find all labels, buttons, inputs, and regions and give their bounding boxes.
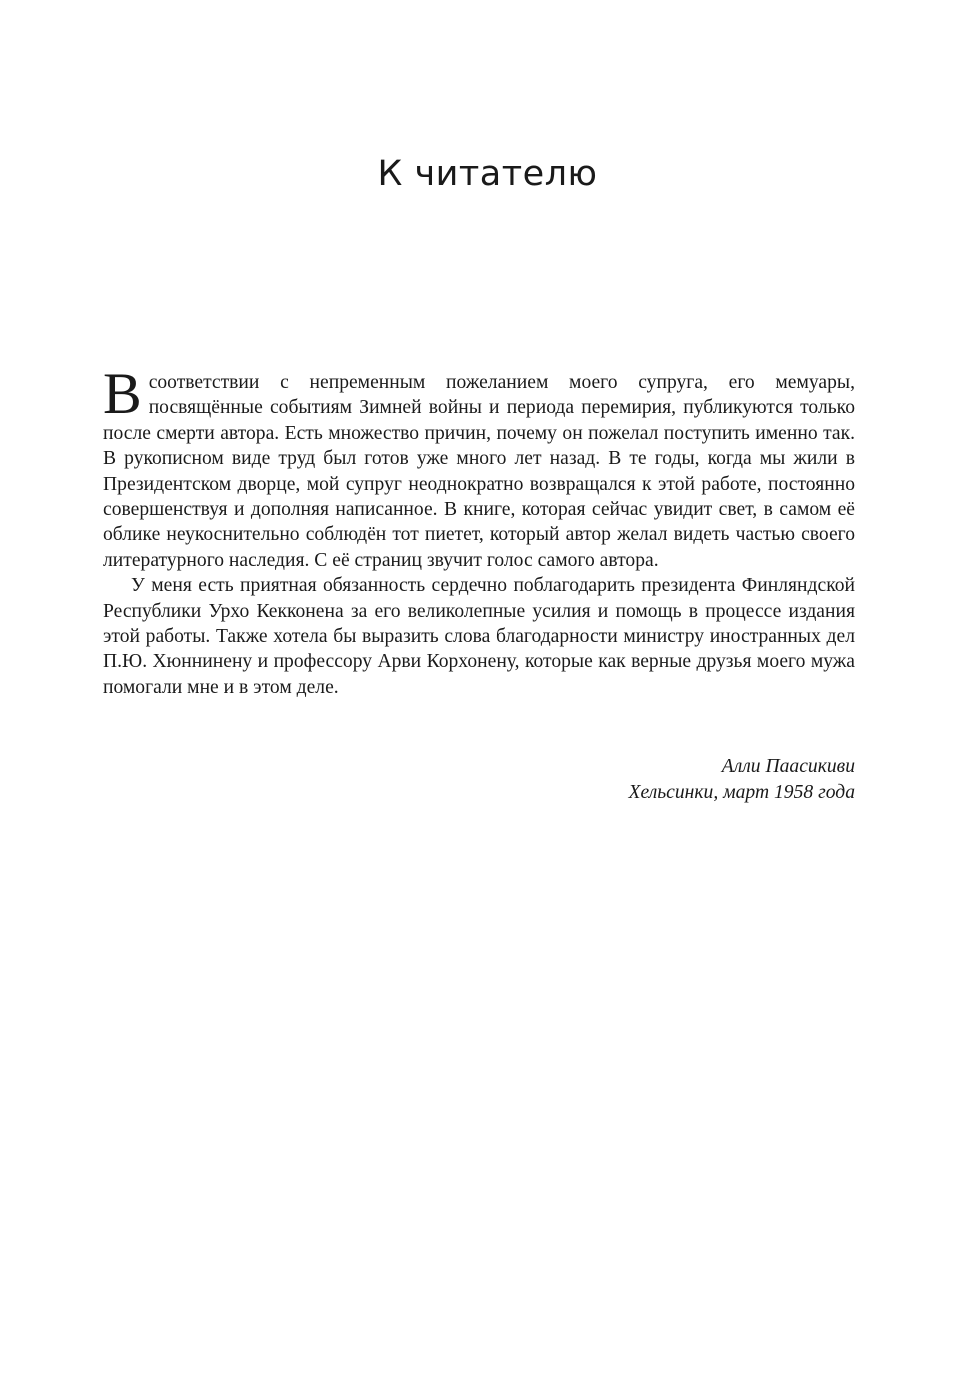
body-text [103,361,855,700]
signature-place-date: Хельсинки, март 1958 года [628,782,855,803]
paragraph-1-text: соответствии с непременным пожеланием моего супруга, его мемуары, посвящённые событиям Зимней войны и периода перемирия, публикуются только после смерти автора. Есть множество причин, почему он пожелал поступить именно так. В рукописном виде труд был готов уже много лет назад. В те годы, когда мы жили в Президентском дворце, мой супруг неоднократно возвращался к этой работе, постоянно совершенствуя и дополняя написанное. В книге, которая сейчас увидит свет, в самом её облике неукоснительно соблюдён тот пиетет, который автор желал видеть частью своего литературного наследия. С её страниц звучит голос самого автора. [103,372,855,571]
signature-author: Алли Паасикиви [721,756,855,777]
drop-cap: В [103,361,142,426]
page-title: К читателю [377,154,598,194]
paragraph-2: У меня есть приятная обязанность сердечно поблагодарить президента Финляндской Республики Урхо Кекконена за его великолепные усилия и помощь в процессе издания этой работы. Также хотела бы выразить слова благодарности министру иностранных дел П.Ю. Хюннинену и профессору Арви Корхонену, которые как верные друзья моего мужа помогали мне и в этом деле. [103,575,855,698]
paragraph-1 [103,361,855,573]
signature [629,754,855,806]
